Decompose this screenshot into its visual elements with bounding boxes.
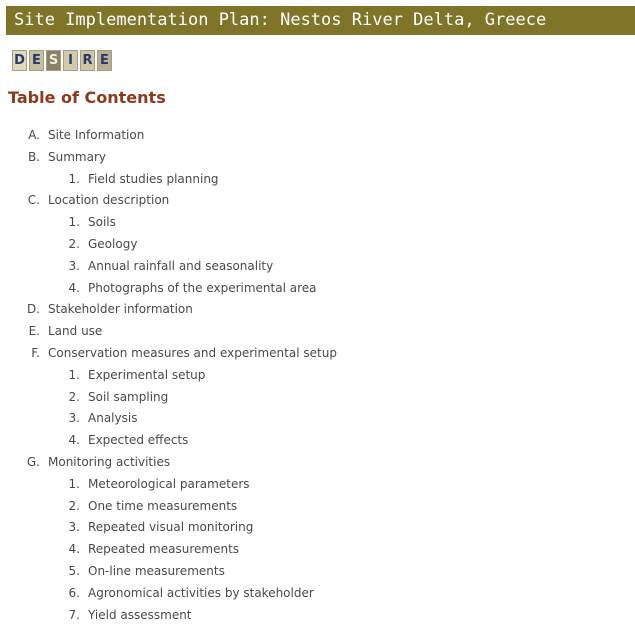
toc-item-link[interactable]: On-line measurements xyxy=(88,563,225,578)
toc-item-link[interactable]: Site Information xyxy=(48,128,145,142)
toc-item-marker: 5. xyxy=(68,563,80,578)
toc-subitem xyxy=(0,474,635,496)
logo-letter: E xyxy=(97,50,112,71)
toc-item-marker: 3. xyxy=(68,411,80,426)
toc-item-marker: 4. xyxy=(68,433,80,448)
toc-item xyxy=(0,452,635,474)
toc-item-marker: G. xyxy=(26,454,40,469)
toc-item xyxy=(0,343,635,365)
page-title: Site Implementation Plan: Nestos River Delta, Greece xyxy=(14,10,547,30)
toc-item-link[interactable]: Agronomical activities by stakeholder xyxy=(88,585,314,600)
toc-item-marker: E. xyxy=(28,324,40,339)
toc-item xyxy=(0,321,635,343)
toc-subitem xyxy=(0,583,635,605)
toc-item-link[interactable]: Location description xyxy=(48,193,170,208)
logo-letter: E xyxy=(29,50,44,71)
toc-item-link[interactable]: Monitoring activities xyxy=(48,454,171,469)
toc-item-marker: D. xyxy=(26,302,40,317)
toc-item-marker: 3. xyxy=(68,520,80,535)
toc-item-link[interactable]: Photographs of the experimental area xyxy=(88,280,317,295)
toc-item-link[interactable]: Field studies planning xyxy=(88,171,219,186)
toc-item-marker: 2. xyxy=(68,498,80,513)
toc-item-marker: 3. xyxy=(68,258,80,273)
toc-item-marker: 6. xyxy=(68,585,80,600)
desire-logo[interactable] xyxy=(12,50,112,71)
toc-subitem xyxy=(0,212,635,234)
logo-letter: S xyxy=(46,50,61,71)
toc-item-link[interactable]: Meteorological parameters xyxy=(88,476,250,491)
logo-letter: I xyxy=(63,50,78,71)
toc-item-marker: B. xyxy=(27,149,40,164)
toc-item-link[interactable]: Conservation measures and experimental setup xyxy=(48,345,337,360)
toc-subitem xyxy=(0,561,635,583)
toc-item-marker: 1. xyxy=(68,215,80,230)
toc-item-link[interactable]: Soils xyxy=(88,215,116,230)
toc-item-link[interactable]: Experimental setup xyxy=(88,367,206,382)
toc-item-marker: C. xyxy=(27,193,40,208)
toc-item-link[interactable]: Annual rainfall and seasonality xyxy=(88,258,274,273)
toc-subitem xyxy=(0,278,635,300)
toc-item-marker: 2. xyxy=(68,389,80,404)
toc-subitem xyxy=(0,365,635,387)
toc-item-marker: 1. xyxy=(68,476,80,491)
toc-item-link[interactable]: Yield assessment xyxy=(88,607,192,622)
toc-item-link[interactable]: Analysis xyxy=(88,411,138,426)
toc-item-marker: A. xyxy=(28,128,40,142)
toc-item-marker: 4. xyxy=(68,280,80,295)
toc-subitem xyxy=(0,517,635,539)
toc-heading: Table of Contents xyxy=(8,88,166,107)
toc-item-link[interactable]: Repeated visual monitoring xyxy=(88,520,254,535)
toc-item-link[interactable]: Expected effects xyxy=(88,433,189,448)
toc-item-link[interactable]: Land use xyxy=(48,324,103,339)
logo-letter: R xyxy=(80,50,95,71)
toc-subitem xyxy=(0,605,635,627)
toc-item-link[interactable]: Stakeholder information xyxy=(48,302,193,317)
toc-item-link[interactable]: Geology xyxy=(88,236,138,251)
toc-item xyxy=(0,190,635,212)
toc-subitem xyxy=(0,430,635,452)
toc-item-marker: 1. xyxy=(68,367,80,382)
toc-item-link[interactable]: One time measurements xyxy=(88,498,238,513)
page-title-bar xyxy=(6,6,635,35)
toc-item-marker: 2. xyxy=(68,236,80,251)
toc-subitem xyxy=(0,169,635,191)
table-of-contents xyxy=(0,125,635,626)
toc-item-marker: 1. xyxy=(68,171,80,186)
toc-subitem xyxy=(0,496,635,518)
toc-item xyxy=(0,147,635,169)
toc-subitem xyxy=(0,539,635,561)
toc-item xyxy=(0,125,635,147)
toc-item-link[interactable]: Soil sampling xyxy=(88,389,169,404)
toc-item-marker: F. xyxy=(31,345,40,360)
toc-item-link[interactable]: Repeated measurements xyxy=(88,542,240,557)
toc-subitem xyxy=(0,256,635,278)
logo-letter: D xyxy=(12,50,27,71)
toc-item xyxy=(0,299,635,321)
toc-item-marker: 4. xyxy=(68,542,80,557)
toc-item-marker: 7. xyxy=(68,607,80,622)
toc-subitem xyxy=(0,408,635,430)
toc-subitem xyxy=(0,234,635,256)
toc-subitem xyxy=(0,387,635,409)
toc-item-link[interactable]: Summary xyxy=(48,149,106,164)
